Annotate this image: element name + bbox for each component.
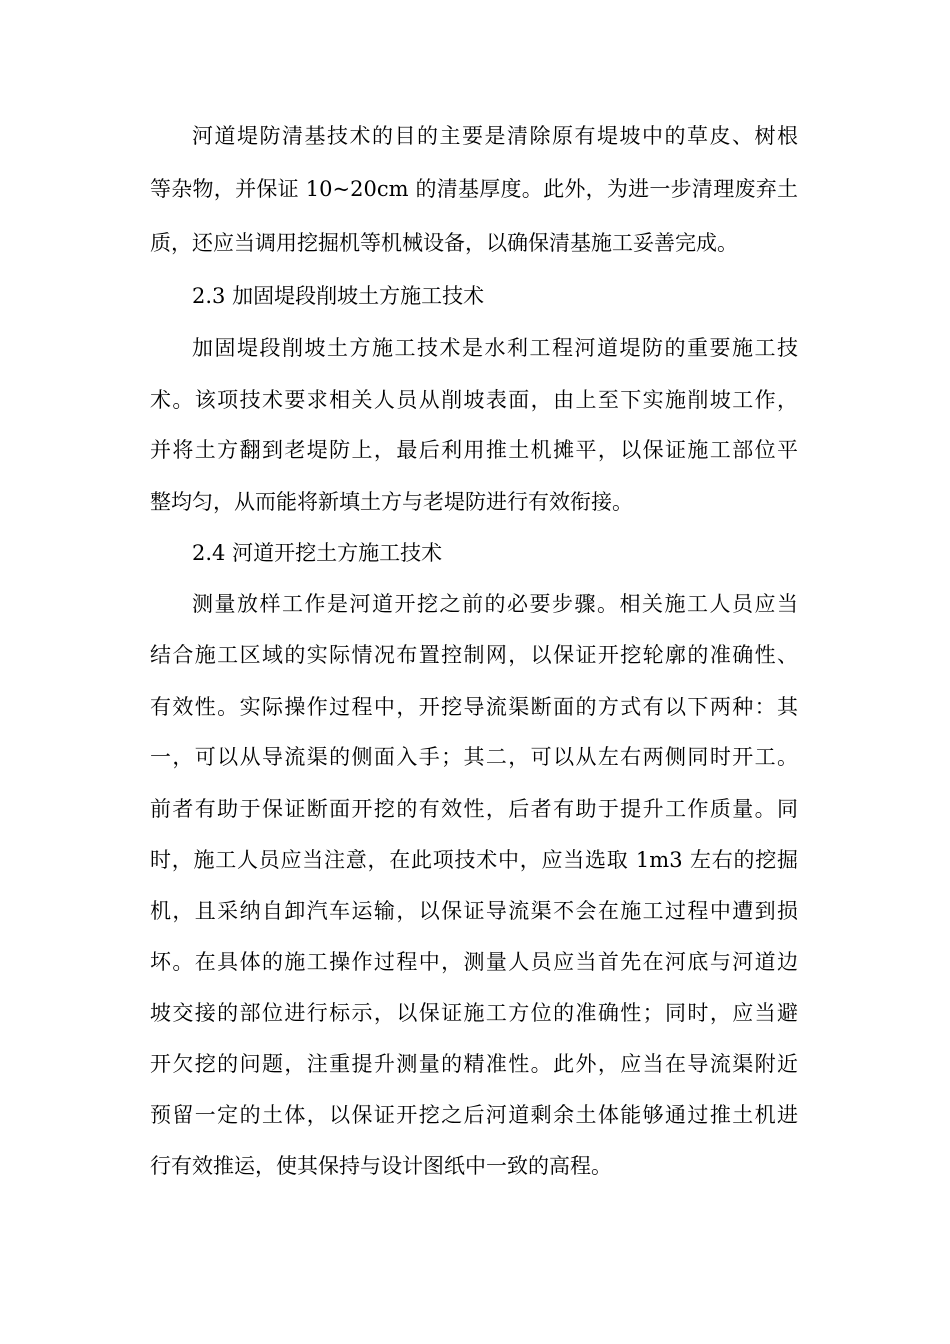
paragraph-2-line-3: 并将土方翻到老堤防上，最后利用推土机摊平，以保证施工部位平 (150, 438, 798, 462)
paragraph-1-line-3: 质，还应当调用挖掘机等机械设备，以确保清基施工妥善完成。 (150, 231, 738, 255)
section-heading-2-3: 2.3 加固堤段削坡土方施工技术 (192, 284, 485, 308)
paragraph-1-line-2: 等杂物，并保证 10~20cm 的清基厚度。此外，为进一步清理废弃土 (150, 177, 798, 201)
paragraph-3-line-8: 坏。在具体的施工操作过程中，测量人员应当首先在河底与河道边 (150, 950, 798, 974)
paragraph-3-line-11: 预留一定的土体，以保证开挖之后河道剩余土体能够通过推土机进 (150, 1103, 798, 1127)
paragraph-3-line-10: 开欠挖的问题，注重提升测量的精准性。此外，应当在导流渠附近 (150, 1052, 798, 1076)
section-heading-2-4: 2.4 河道开挖土方施工技术 (192, 541, 443, 565)
paragraph-3-line-1: 测量放样工作是河道开挖之前的必要步骤。相关施工人员应当 (192, 592, 798, 616)
paragraph-3-line-9: 坡交接的部位进行标示，以保证施工方位的准确性；同时，应当避 (150, 1001, 798, 1025)
paragraph-1-line-1: 河道堤防清基技术的目的主要是清除原有堤坡中的草皮、树根 (192, 124, 798, 148)
paragraph-3-line-2: 结合施工区域的实际情况布置控制网，以保证开挖轮廓的准确性、 (150, 643, 798, 667)
paragraph-3-line-12: 行有效推运，使其保持与设计图纸中一致的高程。 (150, 1154, 612, 1178)
paragraph-3-line-6: 时，施工人员应当注意，在此项技术中，应当选取 1m3 左右的挖掘 (150, 848, 798, 872)
paragraph-3-line-5: 前者有助于保证断面开挖的有效性，后者有助于提升工作质量。同 (150, 797, 798, 821)
paragraph-2-line-1: 加固堤段削坡土方施工技术是水利工程河道堤防的重要施工技 (192, 336, 798, 360)
paragraph-2-line-4: 整均匀，从而能将新填土方与老堤防进行有效衔接。 (150, 490, 633, 514)
paragraph-2-line-2: 术。该项技术要求相关人员从削坡表面，由上至下实施削坡工作， (150, 388, 798, 412)
paragraph-3-line-4: 一，可以从导流渠的侧面入手；其二，可以从左右两侧同时开工。 (150, 745, 798, 769)
paragraph-3-line-7: 机，且采纳自卸汽车运输，以保证导流渠不会在施工过程中遭到损 (150, 899, 798, 923)
paragraph-3-line-3: 有效性。实际操作过程中，开挖导流渠断面的方式有以下两种：其 (150, 695, 798, 719)
